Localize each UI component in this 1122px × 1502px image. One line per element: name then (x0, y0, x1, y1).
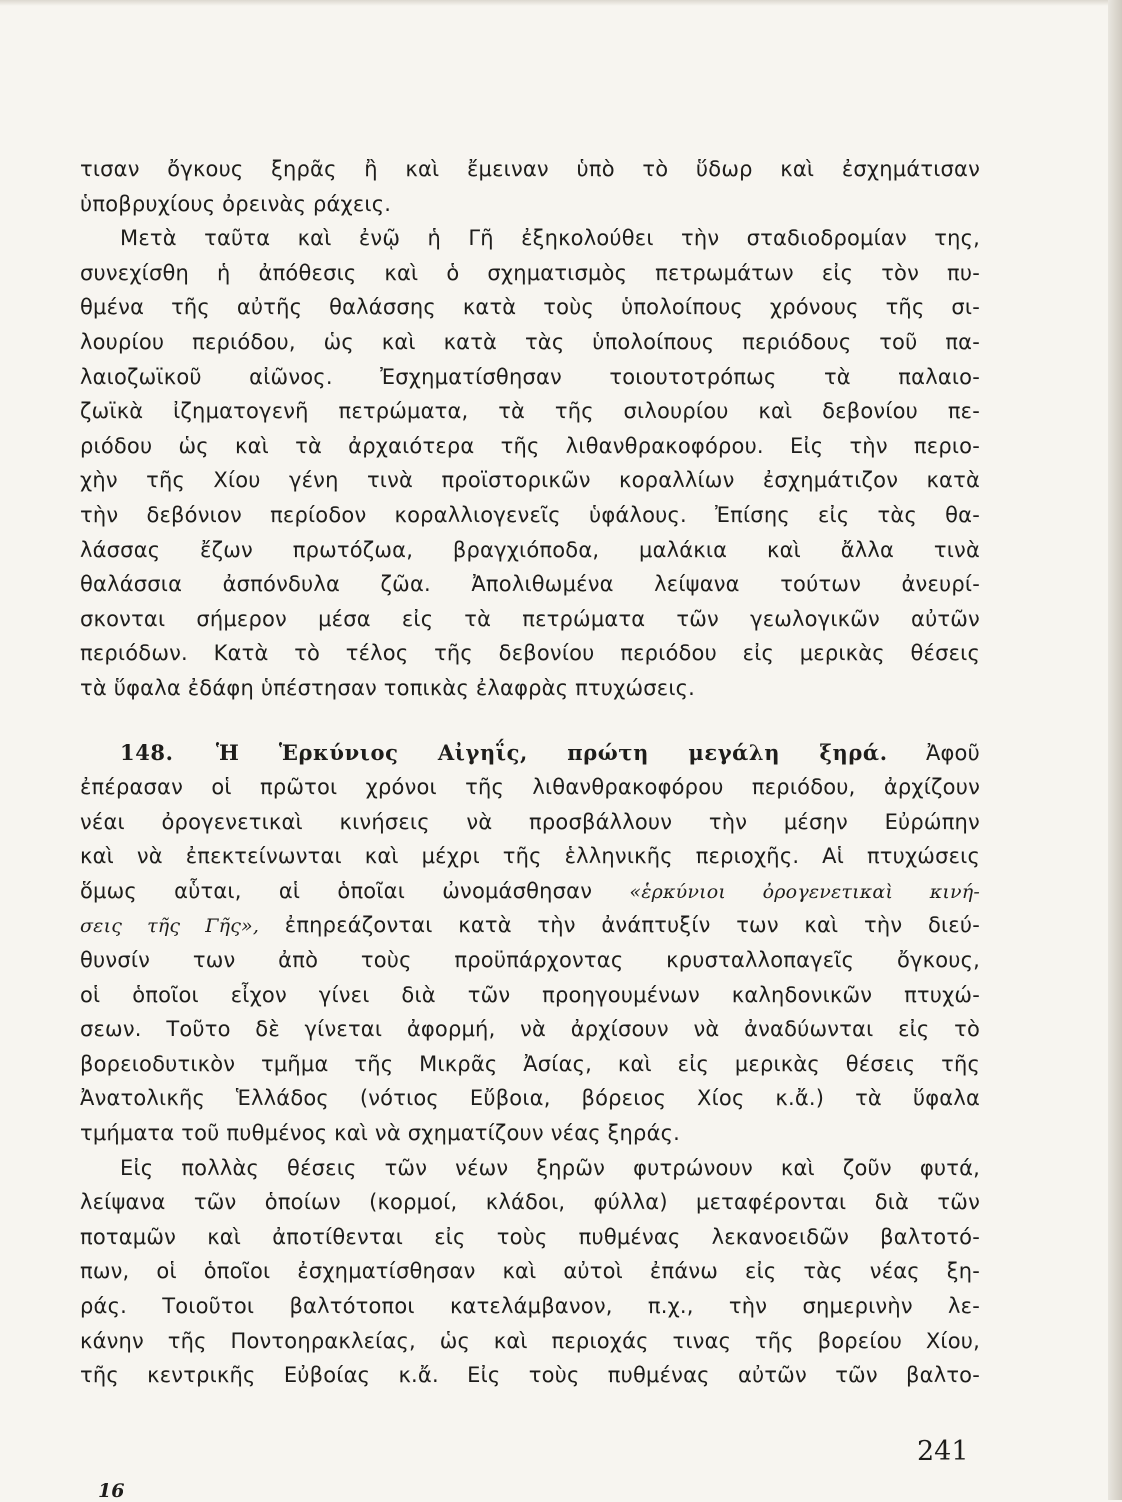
text-line: ποταμῶν καὶ ἀποτίθενται εἰς τοὺς πυθμένας λεκανοειδῶν βαλτοτό- (80, 1224, 980, 1249)
text-line: λάσσας ἔζων πρωτόζωα, βραγχιόποδα, μαλάκια καὶ ἄλλα τινὰ (80, 537, 980, 562)
text-line (80, 874, 980, 909)
section-title: Ἡ Ἑρκύνιος Αἰγηΐς, πρώτη μεγάλη ξηρά. (215, 739, 888, 765)
text-line: τὰ ὕφαλα ἐδάφη ὑπέστησαν τοπικὰς ἐλαφρὰς πτυχώσεις. (80, 675, 696, 700)
text-line: λουρίου περιόδου, ὡς καὶ κατὰ τὰς ὑπολοίπους περιόδους τοῦ πα- (80, 329, 980, 354)
text-line: θυνσίν των ἀπὸ τοὺς προϋπάρχοντας κρυσταλλοπαγεῖς ὄγκους, (80, 948, 980, 973)
text-line: οἱ ὁποῖοι εἶχον γίνει διὰ τῶν προηγουμένων καληδονικῶν πτυχώ- (80, 982, 980, 1007)
section-number: 148. (120, 739, 174, 765)
body-text (80, 152, 980, 1393)
text-line: Ἀνατολικῆς Ἑλλάδος (νότιος Εὔβοια, βόρειος Χίος κ.ἄ.) τὰ ὕφαλα (80, 1086, 980, 1111)
section-heading-line (80, 736, 980, 771)
text-line: ράς. Τοιοῦτοι βαλτότοποι κατελάμβανον, π.χ., τὴν σημερινὴν λε- (80, 1294, 980, 1318)
text-line: θαλάσσια ἀσπόνδυλα ζῶα. Ἀπολιθωμένα λείψανα τούτων ἀνευρί- (80, 572, 980, 597)
text-fragment: ἐπηρεάζονται κατὰ τὴν ἀνάπτυξίν των καὶ τὴν διεύ- (284, 913, 980, 938)
text-line: σεων. Τοῦτο δὲ γίνεται ἀφορμή, νὰ ἀρχίσουν νὰ ἀναδύωνται εἰς τὸ (80, 1017, 980, 1042)
text-line: λείψανα τῶν ὁποίων (κορμοί, κλάδοι, φύλλα) μεταφέρονται διὰ τῶν (80, 1190, 980, 1215)
text-line: νέαι ὀρογενετικαὶ κινήσεις νὰ προσβάλλουν τὴν μέσην Εὐρώπην (80, 809, 980, 834)
text-line: ζωϊκὰ ἰζηματογενῆ πετρώματα, τὰ τῆς σιλουρίου καὶ δεβονίου πε- (80, 399, 980, 424)
page-edge (1108, 0, 1122, 1500)
text-line: ριόδου ὡς καὶ τὰ ἀρχαιότερα τῆς λιθανθρακοφόρου. Εἰς τὴν περιο- (80, 433, 980, 458)
text-line: τὴν δεβόνιον περίοδον κοραλλιογενεῖς ὑφάλους. Ἐπίσης εἰς τὰς θα- (80, 502, 980, 527)
text-line: βορειοδυτικὸν τμῆμα τῆς Μικρᾶς Ἀσίας, καὶ εἰς μερικὰς θέσεις τῆς (80, 1051, 980, 1076)
text-fragment: Ἀφοῦ (925, 740, 980, 765)
text-line: ἐπέρασαν οἱ πρῶτοι χρόνοι τῆς λιθανθρακοφόρου περιόδου, ἀρχίζουν (80, 775, 980, 800)
signature-mark: 16 (98, 1480, 125, 1502)
page-top-shadow (0, 0, 1108, 6)
text-line: καὶ νὰ ἐπεκτείνωνται καὶ μέχρι τῆς ἑλληνικῆς περιοχῆς. Αἱ πτυχώσεις (80, 844, 980, 869)
page-number: 241 (917, 1436, 969, 1467)
text-line: Εἰς πολλὰς θέσεις τῶν νέων ξηρῶν φυτρώνουν καὶ ζοῦν φυτά, (120, 1155, 980, 1180)
section-gap (80, 706, 980, 736)
text-line: ὑποβρυχίους ὀρεινὰς ράχεις. (80, 191, 392, 216)
text-line: λαιοζωϊκοῦ αἰῶνος. Ἐσχηματίσθησαν τοιουτοτρόπως τὰ παλαιο- (80, 364, 980, 389)
text-line: κάνην τῆς Ποντοηρακλείας, ὡς καὶ περιοχάς τινας τῆς βορείου Χίου, (80, 1328, 980, 1353)
text-line: σκονται σήμερον μέσα εἰς τὰ πετρώματα τῶν γεωλογικῶν αὐτῶν (80, 606, 980, 631)
text-line: συνεχίσθη ἡ ἀπόθεσις καὶ ὁ σχηματισμὸς πετρωμάτων εἰς τὸν πυ- (80, 260, 980, 285)
italic-term: σεις τῆς Γῆς», (80, 915, 260, 938)
text-line: τμήματα τοῦ πυθμένος καὶ νὰ σχηματίζουν νέας ξηράς. (80, 1121, 681, 1146)
text-line: Μετὰ ταῦτα καὶ ἐνῷ ἡ Γῆ ἐξηκολούθει τὴν σταδιοδρομίαν της, (120, 226, 980, 251)
text-line: θμένα τῆς αὐτῆς θαλάσσης κατὰ τοὺς ὑπολοίπους χρόνους τῆς σι- (80, 295, 980, 320)
text-line: χὴν τῆς Χίου γένη τινὰ προϊστορικῶν κοραλλίων ἐσχημάτιζον κατὰ (80, 468, 980, 493)
text-line (80, 908, 980, 943)
italic-term: «ἑρκύνιοι ὀρογενετικαὶ κινή- (629, 880, 980, 903)
text-line: περιόδων. Κατὰ τὸ τέλος τῆς δεβονίου περιόδου εἰς μερικὰς θέσεις (80, 641, 980, 666)
text-line: πων, οἱ ὁποῖοι ἐσχηματίσθησαν καὶ αὐτοὶ ἐπάνω εἰς τὰς νέας ξη- (80, 1259, 980, 1284)
text-line: τῆς κεντρικῆς Εὐβοίας κ.ἄ. Εἰς τοὺς πυθμένας αὐτῶν τῶν βαλτο- (80, 1363, 980, 1388)
text-line: τισαν ὄγκους ξηρᾶς ἢ καὶ ἔμειναν ὑπὸ τὸ ὕδωρ καὶ ἐσχημάτισαν (80, 157, 980, 181)
text-fragment: ὅμως αὗται, αἱ ὁποῖαι ὠνομάσθησαν (80, 878, 593, 903)
